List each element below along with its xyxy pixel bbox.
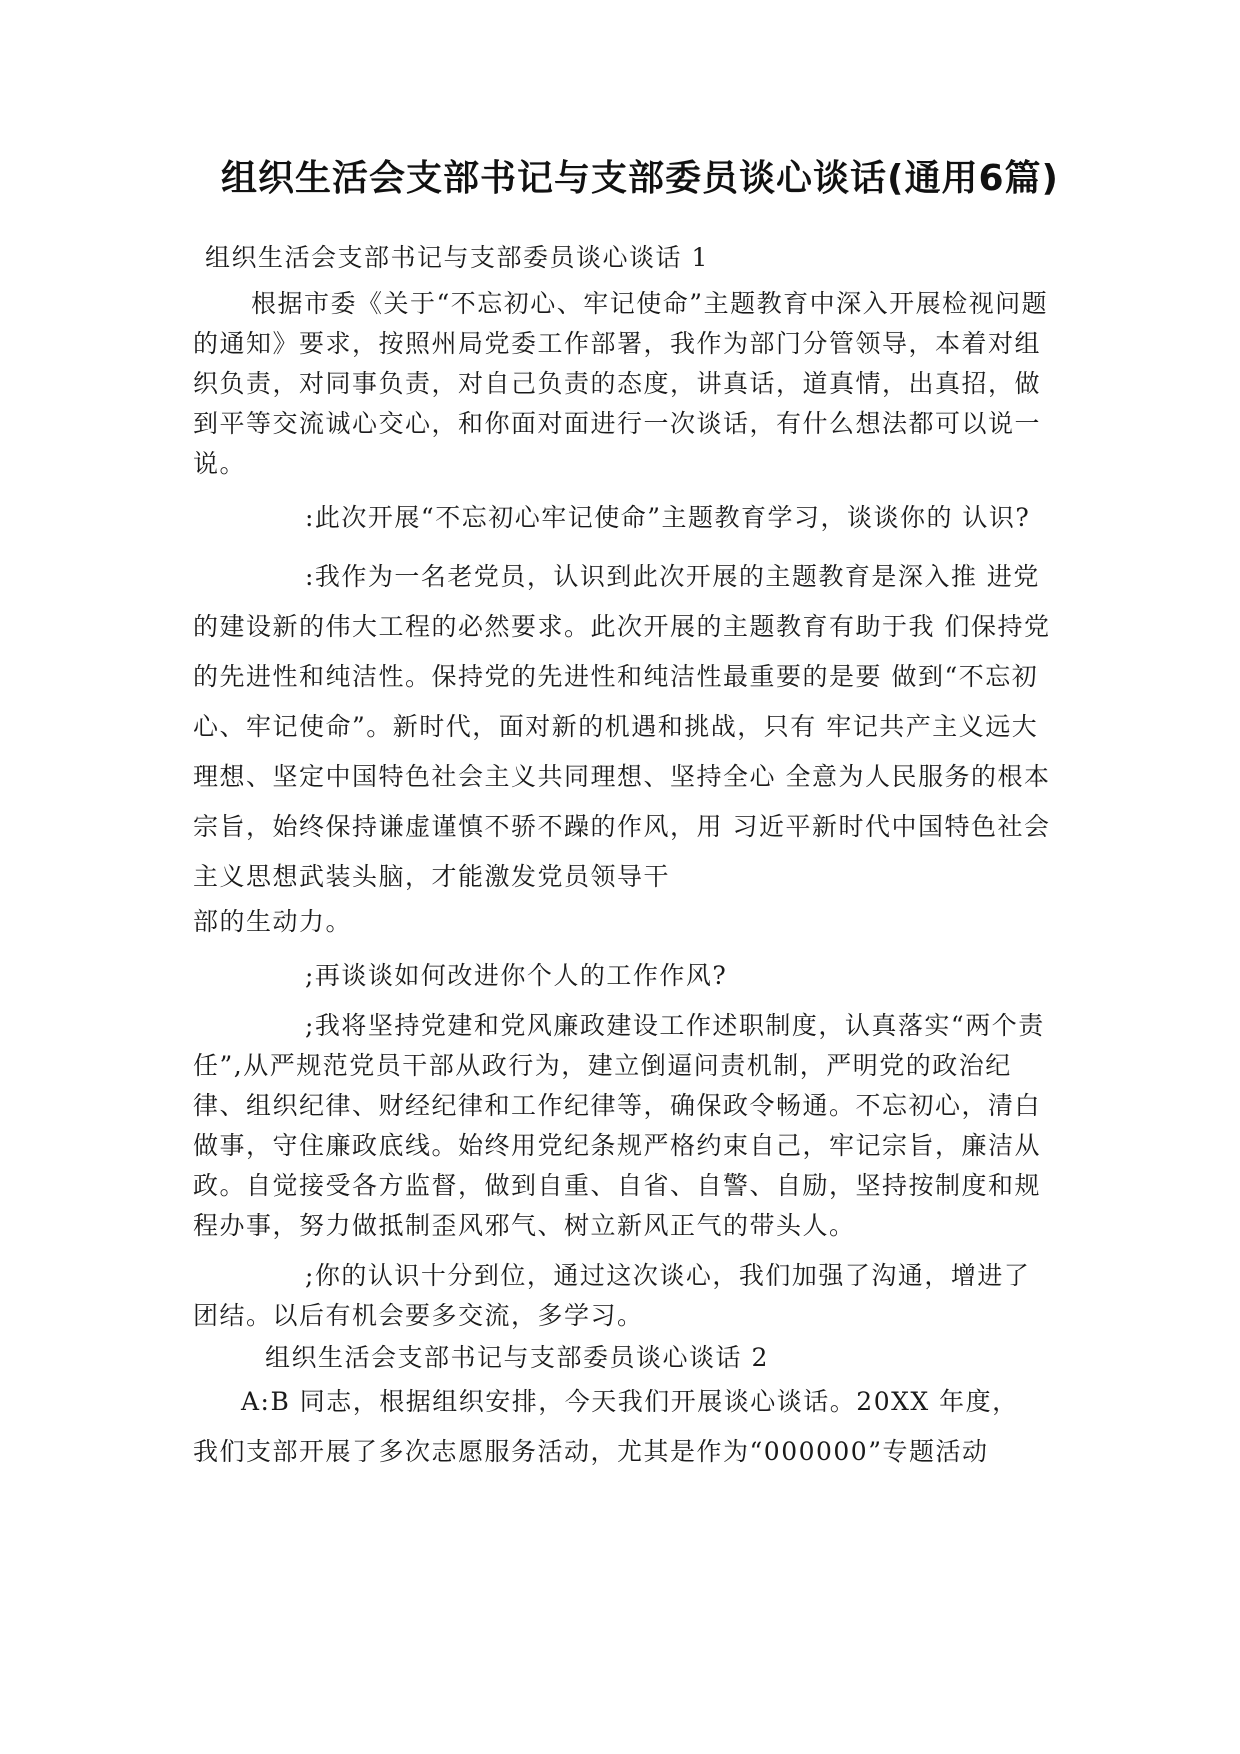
last-line: 我们支部开展了多次志愿服务活动，尤其是作为“000000”专题活动 <box>193 1437 989 1466</box>
dialogue-text: 同志，根据组织安排，今天我们开展谈心谈话。20XX 年度， <box>290 1387 1019 1416</box>
section-heading-1: 组织生活会支部书记与支部委员谈心谈话 1 <box>205 243 709 272</box>
document-title: 组织生活会支部书记与支部委员谈心谈话(通用6篇) <box>221 158 1059 199</box>
document-body <box>193 238 1053 1472</box>
question-2: ;再谈谈如何改进你个人的工作作风? <box>305 961 728 990</box>
dialogue-line <box>193 1382 1053 1422</box>
answer-1-end: 部的生动力。 <box>193 907 353 936</box>
answer-1: :我作为一名老党员，认识到此次开展的主题教育是深入推 进党的建设新的伟大工程的必然要求。此次开展的主题教育有助于我 们保持党的先进性和纯洁性。保持党的先进性和纯洁性最重要的是要 做到“不忘初心、牢记使命”。新时代，面对新的机遇和挑战，只有 牢记共产主义远大理想、坚定中国特色社会主义共同理想、坚持全心 全意为人民服务的根本宗旨，始终保持谦虚谨慎不骄不躁的作风，用 习近平新时代中国特色社会主义思想武装头脑，才能激发党员领导干 <box>193 562 1051 891</box>
closing-remark: ;你的认识十分到位，通过这次谈心，我们加强了沟通，增进了团结。以后有机会要多交流，多学习。 <box>193 1261 1031 1330</box>
speaker-label: A:B <box>241 1387 291 1416</box>
section-heading-2: 组织生活会支部书记与支部委员谈心谈话 2 <box>265 1343 769 1372</box>
intro-paragraph: 根据市委《关于“不忘初心、牢记使命”主题教育中深入开展检视问题的通知》要求，按照州局党委工作部署，我作为部门分管领导，本着对组织负责，对同事负责，对自己负责的态度，讲真话，道真情，出真招，做到平等交流诚心交心，和你面对面进行一次谈话，有什么想法都可以说一说。 <box>193 289 1049 478</box>
question-1: :此次开展“不忘初心牢记使命”主题教育学习，谈谈你的 认识? <box>305 503 1031 532</box>
answer-2: ;我将坚持党建和党风廉政建设工作述职制度，认真落实“两个责任”,从严规范党员干部从政行为，建立倒逼问责机制，严明党的政治纪律、组织纪律、财经纪律和工作纪律等，确保政令畅通。不忘初心，清白做事，守住廉政底线。始终用党纪条规严格约束自己，牢记宗旨，廉洁从政。自觉接受各方监督，做到自重、自省、自警、自励，坚持按制度和规程办事，努力做抵制歪风邪气、树立新风正气的带头人。 <box>193 1011 1045 1240</box>
